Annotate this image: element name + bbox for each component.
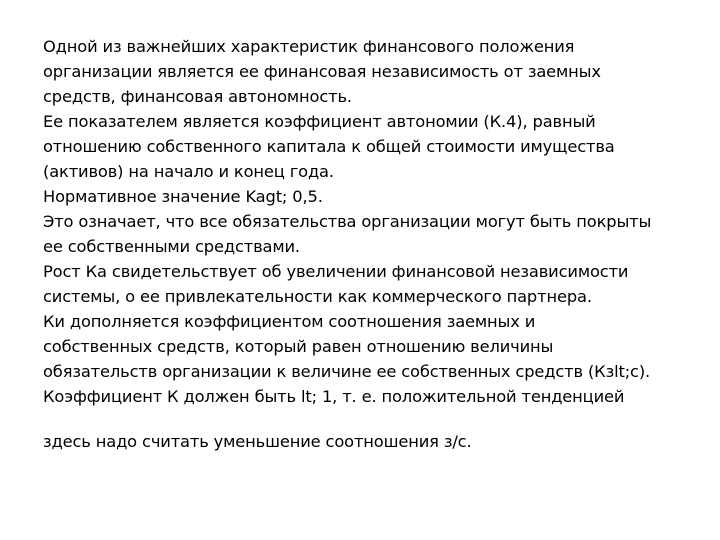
text-line-5: отношению собственного капитала к общей стоимости имущества bbox=[43, 137, 615, 156]
text-line-6: (активов) на начало и конец года. bbox=[43, 162, 334, 181]
text-line-11: системы, о ее привлекательности как коммерческого партнера. bbox=[43, 287, 592, 306]
text-line-2: организации является ее финансовая независимость от заемных bbox=[43, 62, 601, 81]
text-line-8: Это означает, что все обязательства организации могут быть покрыты bbox=[43, 212, 652, 231]
text-line-4: Ее показателем является коэффициент автономии (К.4), равный bbox=[43, 112, 596, 131]
paragraph-gap bbox=[43, 409, 693, 429]
text-line-15: Коэффициент К должен быть lt; 1, т. е. положительной тенденцией bbox=[43, 387, 625, 406]
note-line: здесь надо считать уменьшение соотношения з/с. bbox=[43, 432, 472, 451]
text-line-10: Рост Ка свидетельствует об увеличении финансовой независимости bbox=[43, 262, 629, 281]
text-line-3: средств, финансовая автономность. bbox=[43, 87, 352, 106]
text-line-12: Ки дополняется коэффициентом соотношения заемных и bbox=[43, 312, 536, 331]
slide-body-text bbox=[43, 34, 693, 454]
text-line-14: обязательств организации к величине ее собственных средств (Кзlt;c). bbox=[43, 362, 651, 381]
text-line-13: собственных средств, который равен отношению величины bbox=[43, 337, 554, 356]
text-line-9: ее собственными средствами. bbox=[43, 237, 300, 256]
text-line-7: Нормативное значение Kagt; 0,5. bbox=[43, 187, 323, 206]
text-line-1: Одной из важнейших характеристик финансового положения bbox=[43, 37, 575, 56]
